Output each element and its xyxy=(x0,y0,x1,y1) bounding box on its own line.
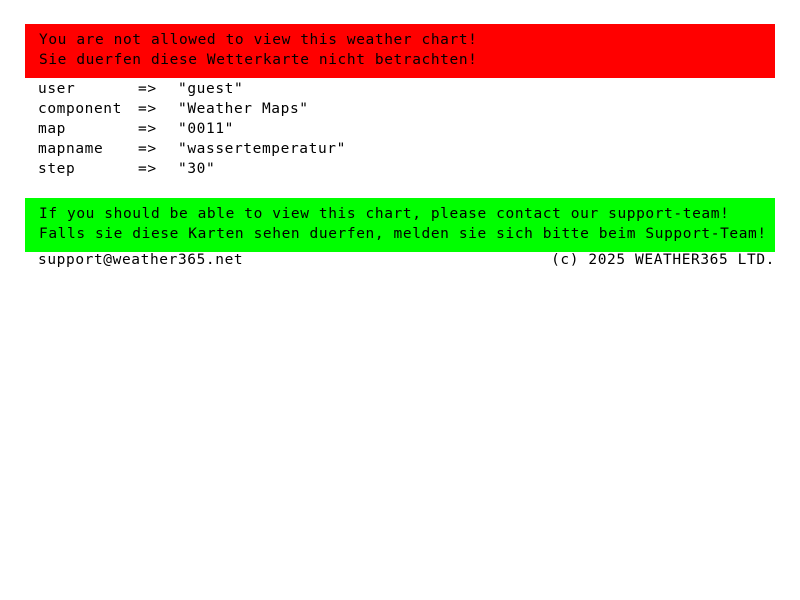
parameter-arrow: => xyxy=(138,141,157,157)
parameter-value: "Weather Maps" xyxy=(178,101,309,117)
parameter-arrow: => xyxy=(138,121,157,137)
info-banner xyxy=(25,198,775,252)
info-banner-line-de: Falls sie diese Karten sehen duerfen, melden sie sich bitte beim Support-Team! xyxy=(39,226,767,242)
parameter-value: "30" xyxy=(178,161,216,177)
parameter-key: map xyxy=(38,121,66,137)
parameter-arrow: => xyxy=(138,101,157,117)
parameter-value: "0011" xyxy=(178,121,234,137)
parameter-key: user xyxy=(38,81,76,97)
parameter-row-map xyxy=(38,119,738,139)
support-email[interactable]: support@weather365.net xyxy=(38,252,244,268)
parameter-value: "wassertemperatur" xyxy=(178,141,346,157)
parameter-list xyxy=(38,79,738,179)
parameter-arrow: => xyxy=(138,81,157,97)
parameter-row-component xyxy=(38,99,738,119)
parameter-key: component xyxy=(38,101,122,117)
footer xyxy=(38,250,775,270)
error-banner-line-en: You are not allowed to view this weather chart! xyxy=(39,32,478,48)
parameter-key: step xyxy=(38,161,76,177)
parameter-row-user xyxy=(38,79,738,99)
error-banner-line-de: Sie duerfen diese Wetterkarte nicht betrachten! xyxy=(39,52,478,68)
parameter-value: "guest" xyxy=(178,81,244,97)
info-banner-line-en: If you should be able to view this chart, please contact our support-team! xyxy=(39,206,730,222)
error-banner xyxy=(25,24,775,78)
copyright-text: (c) 2025 WEATHER365 LTD. xyxy=(551,252,775,268)
parameter-row-mapname xyxy=(38,139,738,159)
parameter-arrow: => xyxy=(138,161,157,177)
parameter-key: mapname xyxy=(38,141,104,157)
parameter-row-step xyxy=(38,159,738,179)
